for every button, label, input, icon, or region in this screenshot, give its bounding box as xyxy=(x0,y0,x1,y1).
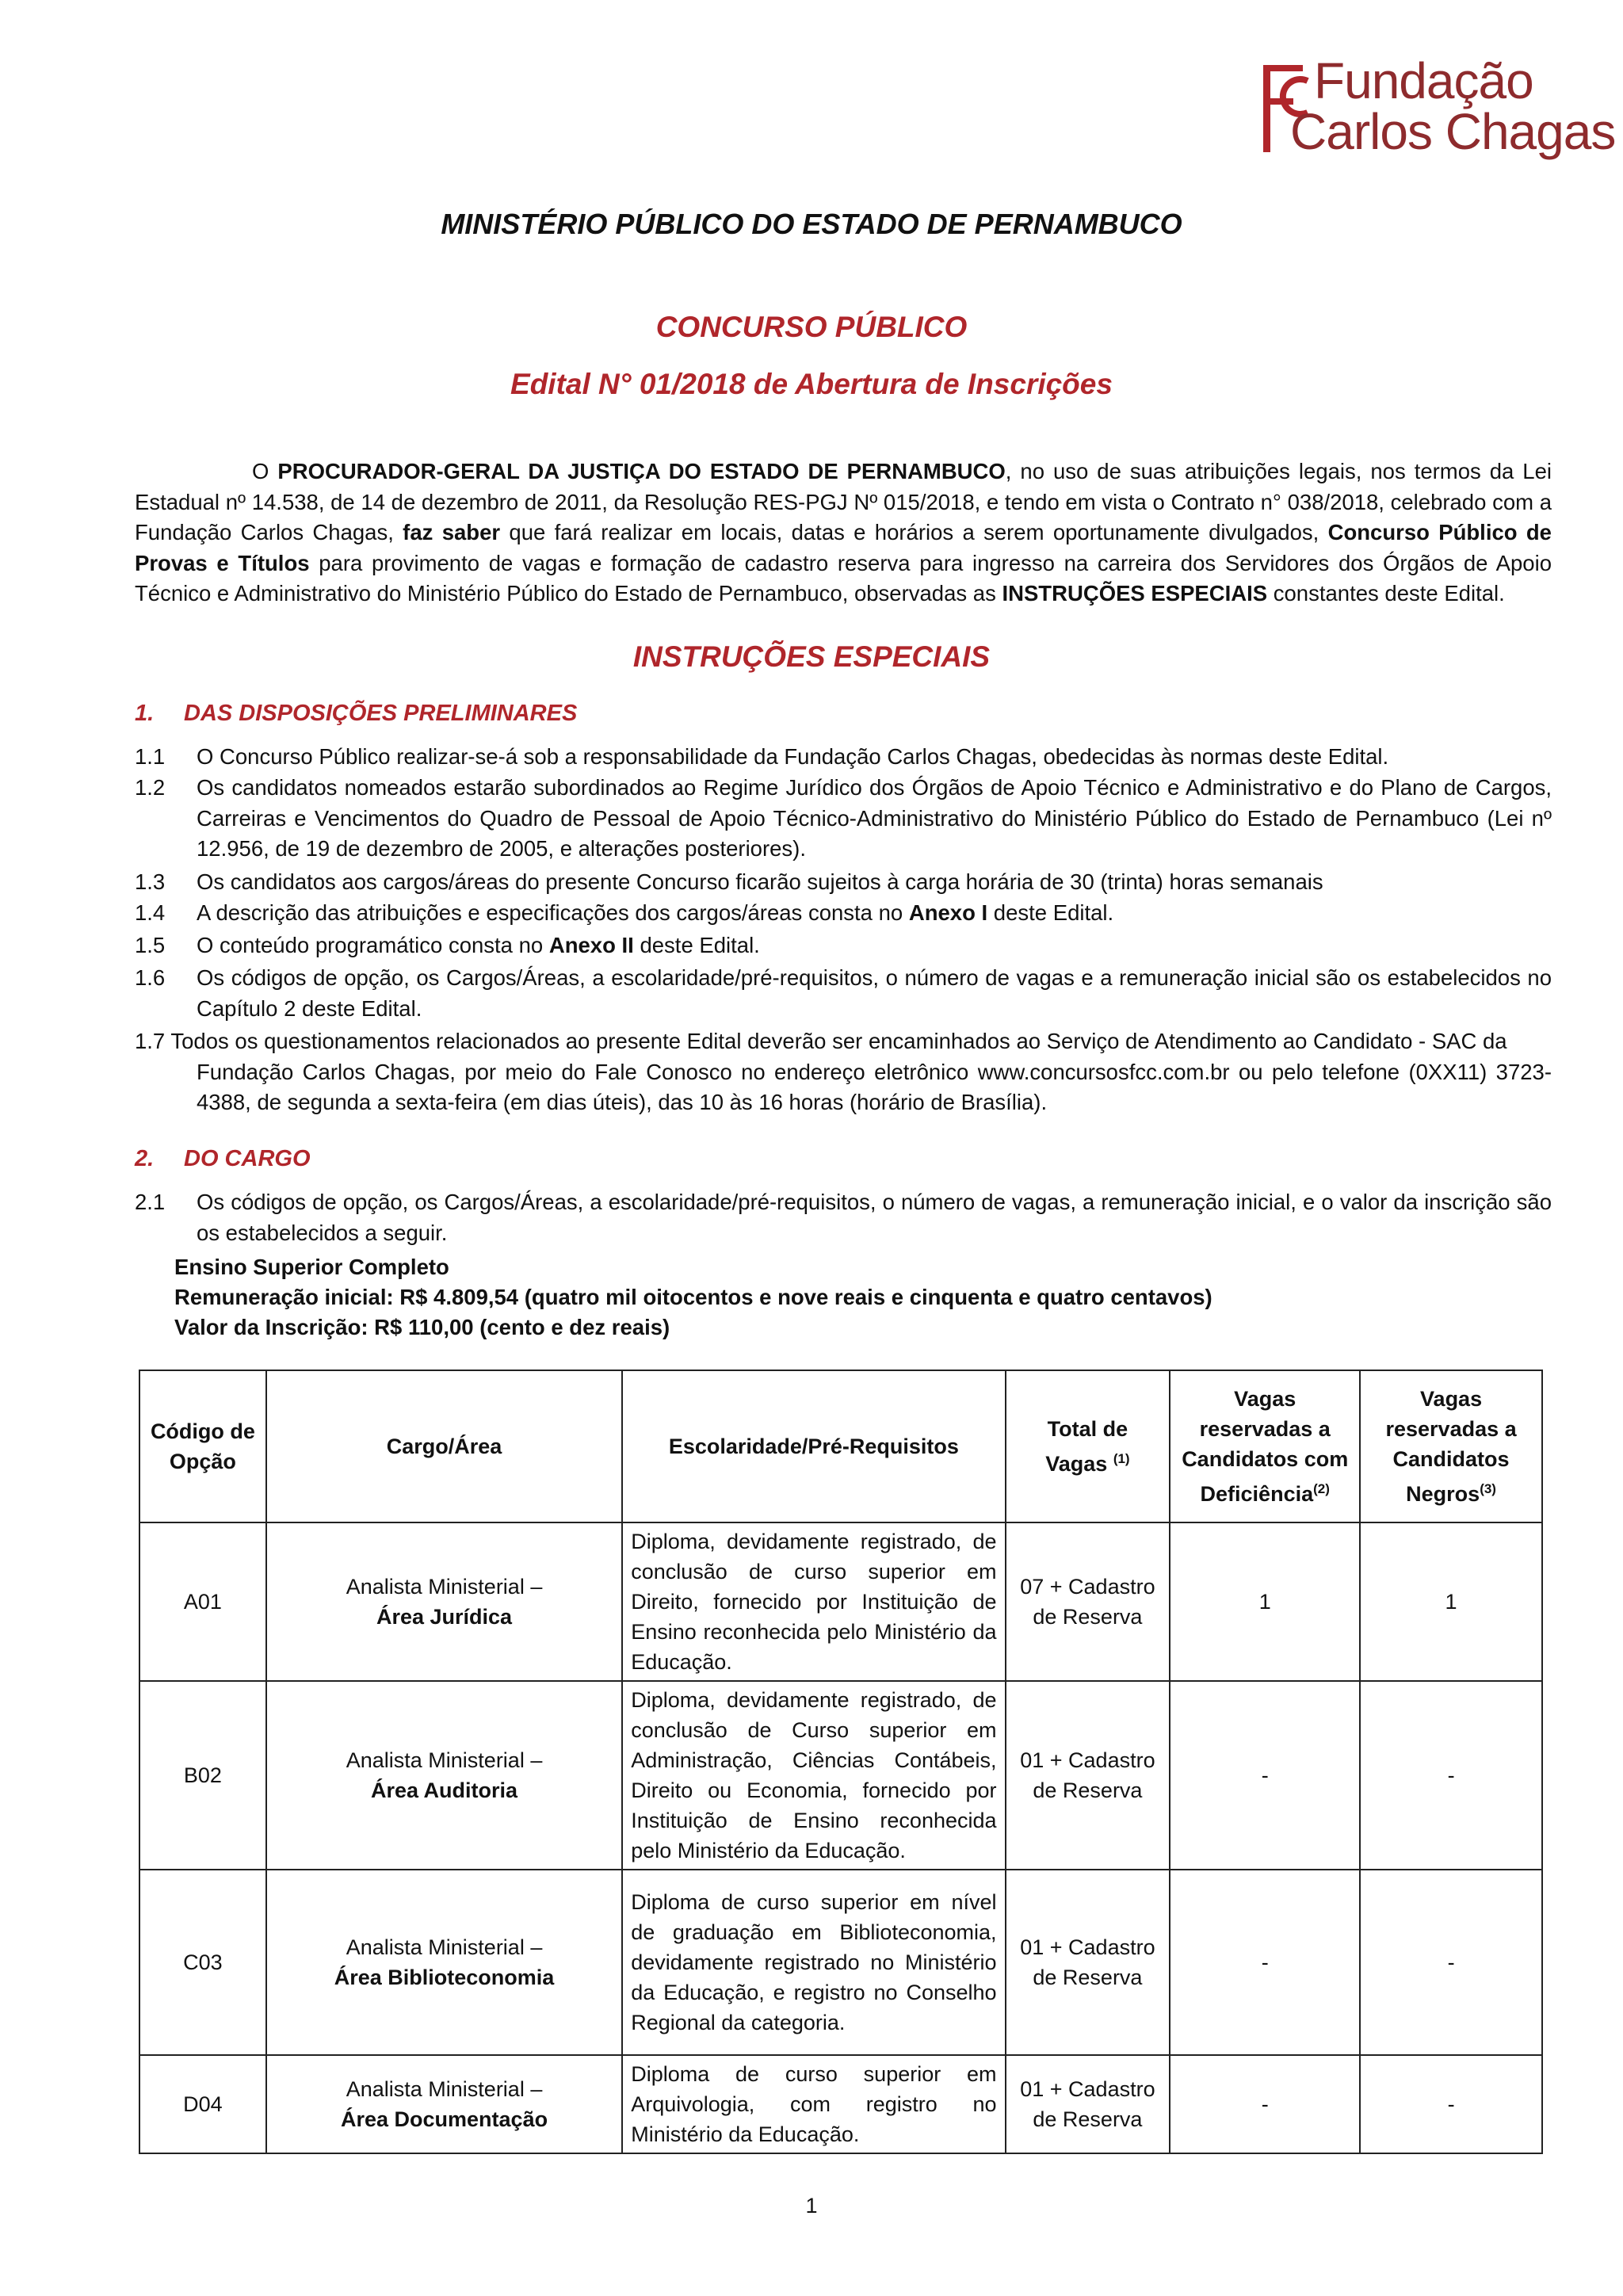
cell-cargo: Analista Ministerial – Área Biblioteconomia xyxy=(266,1870,622,2055)
logo-text xyxy=(1290,52,1616,160)
cell-escolaridade: Diploma de curso superior em Arquivologia, com registro no Ministério da Educação. xyxy=(622,2055,1005,2153)
remuneracao-label: Remuneração inicial: R$ 4.809,54 (quatro mil oitocentos e nove reais e cinquenta e quatro centavos) xyxy=(174,1285,1212,1309)
section-1-heading: 1. DAS DISPOSIÇÕES PRELIMINARES xyxy=(135,701,578,726)
logo-line-2: Carlos Chagas xyxy=(1290,103,1616,160)
valor-inscricao-label: Valor da Inscrição: R$ 110,00 (cento e dez reais) xyxy=(174,1315,670,1339)
cell-total: 01 + Cadastro de Reserva xyxy=(1006,1870,1170,2055)
header-escolaridade: Escolaridade/Pré-Requisitos xyxy=(622,1370,1005,1522)
cell-negros: 1 xyxy=(1360,1522,1542,1681)
org-title: MINISTÉRIO PÚBLICO DO ESTADO DE PERNAMBUCO xyxy=(441,208,1182,240)
cell-negros: - xyxy=(1360,1681,1542,1870)
table-row xyxy=(139,1870,1542,2055)
table-row xyxy=(139,1522,1542,1681)
section-2-heading: 2. DO CARGO xyxy=(135,1146,311,1171)
intro-paragraph: O PROCURADOR-GERAL DA JUSTIÇA DO ESTADO DE PERNAMBUCO, no uso de suas atribuições legais, nos termos da Lei Estadual nº 14.538, de 14 de dezembro de 2011, da Resolução RES-PGJ Nº 015/2018, e tendo em vista o Contrato n° 038/2018, celebrado com a Fundação Carlos Chagas, faz saber que fará realizar em locais, datas e horários a serem oportunamente divulgados, Concurso Público de Provas e Títulos para provimento de vagas e formação de cadastro reserva para ingresso na carreira dos Servidores dos Órgãos de Apoio Técnico e Administrativo do Ministério Público do Estado de Pernambuco, observadas as INSTRUÇÕES ESPECIAIS constantes deste Edital. xyxy=(135,459,1552,606)
cell-total: 01 + Cadastro de Reserva xyxy=(1006,1681,1170,1870)
cell-escolaridade: Diploma, devidamente registrado, de conclusão de curso superior em Direito, fornecido por Instituição de Ensino reconhecida pelo Ministério da Educação. xyxy=(622,1522,1005,1681)
item-1-6: 1.6 Os códigos de opção, os Cargos/Áreas, a escolaridade/pré-requisitos, o número de vagas e a remuneração inicial são os estabelecidos no Capítulo 2 deste Edital. xyxy=(135,965,1552,1021)
item-1-2: 1.2 Os candidatos nomeados estarão subordinados ao Regime Jurídico dos Órgãos de Apoio Técnico e Administrativo e do Plano de Cargos, Carreiras e Vencimentos do Quadro de Pessoal de Apoio Técnico-Administrativo do Ministério Público do Estado de Pernambuco (Lei nº 12.956, de 19 de dezembro de 2005, e alterações posteriores). xyxy=(135,775,1552,861)
cell-pcd: - xyxy=(1170,1870,1360,2055)
cell-total: 07 + Cadastro de Reserva xyxy=(1006,1522,1170,1681)
fcc-logo xyxy=(1258,52,1616,165)
concurso-title: CONCURSO PÚBLICO xyxy=(655,311,968,343)
header-negros: Vagas reservadas a Candidatos Negros$^{(3)}$ xyxy=(1360,1370,1542,1522)
cell-codigo: A01 xyxy=(139,1522,266,1681)
item-1-5: 1.5 O conteúdo programático consta no Anexo II deste Edital. xyxy=(135,933,760,957)
cargos-table xyxy=(139,1370,1543,2154)
edital-title: Edital N° 01/2018 de Abertura de Inscrições xyxy=(510,368,1113,400)
cell-cargo: Analista Ministerial – Área Auditoria xyxy=(266,1681,622,1870)
header-pcd: Vagas reservadas a Candidatos com Deficiência$^{(2)}$ xyxy=(1170,1370,1360,1522)
table-row xyxy=(139,1681,1542,1870)
cell-pcd: - xyxy=(1170,1681,1360,1870)
cell-negros: - xyxy=(1360,2055,1542,2153)
cell-codigo: B02 xyxy=(139,1681,266,1870)
table-row xyxy=(139,2055,1542,2153)
header-cargo: Cargo/Área xyxy=(266,1370,622,1522)
cell-codigo: D04 xyxy=(139,2055,266,2153)
page-number: 1 xyxy=(805,2194,818,2218)
logo-line-1: Fundação xyxy=(1314,52,1533,109)
table-header-row xyxy=(139,1370,1542,1522)
cell-negros: - xyxy=(1360,1870,1542,2055)
cell-escolaridade: Diploma, devidamente registrado, de conclusão de Curso superior em Administração, Ciências Contábeis, Direito ou Economia, fornecido por Instituição de Ensino reconhecida pelo Ministério da Educação. xyxy=(622,1681,1005,1870)
item-1-1: 1.1 O Concurso Público realizar-se-á sob a responsabilidade da Fundação Carlos Chagas, obedecidas às normas deste Edital. xyxy=(135,744,1389,769)
ensino-label: Ensino Superior Completo xyxy=(174,1255,449,1279)
header-codigo: Código de Opção xyxy=(139,1370,266,1522)
cell-total: 01 + Cadastro de Reserva xyxy=(1006,2055,1170,2153)
cell-codigo: C03 xyxy=(139,1870,266,2055)
item-1-7: 1.7 Todos os questionamentos relacionados ao presente Edital deverão ser encaminhados ao Serviço de Atendimento ao Candidato - SAC da Fundação Carlos Chagas, por meio do Fale Conosco no endereço eletrônico www.concursosfcc.com.br ou pelo telefone (0XX11) 3723-4388, de segunda a sexta-feira (em dias úteis), das 10 às 16 horas (horário de Brasília). xyxy=(135,1029,1552,1114)
cell-cargo: Analista Ministerial – Área Documentação xyxy=(266,2055,622,2153)
cell-pcd: - xyxy=(1170,2055,1360,2153)
header-total: Total de Vagas $^{(1)}$ xyxy=(1006,1370,1170,1522)
cell-pcd: 1 xyxy=(1170,1522,1360,1681)
instrucoes-title: INSTRUÇÕES ESPECIAIS xyxy=(632,640,991,673)
item-1-4: 1.4 A descrição das atribuições e especificações dos cargos/áreas consta no Anexo I deste Edital. xyxy=(135,900,1114,925)
item-1-3: 1.3 Os candidatos aos cargos/áreas do presente Concurso ficarão sujeitos à carga horária de 30 (trinta) horas semanais xyxy=(135,869,1323,894)
item-2-1: 2.1 Os códigos de opção, os Cargos/Áreas, a escolaridade/pré-requisitos, o número de vagas, a remuneração inicial, e o valor da inscrição são os estabelecidos a seguir. xyxy=(135,1190,1552,1245)
cell-cargo: Analista Ministerial – Área Jurídica xyxy=(266,1522,622,1681)
cell-escolaridade: Diploma de curso superior em nível de graduação em Biblioteconomia, devidamente registrado no Ministério da Educação, e registro no Conselho Regional da categoria. xyxy=(622,1870,1005,2055)
